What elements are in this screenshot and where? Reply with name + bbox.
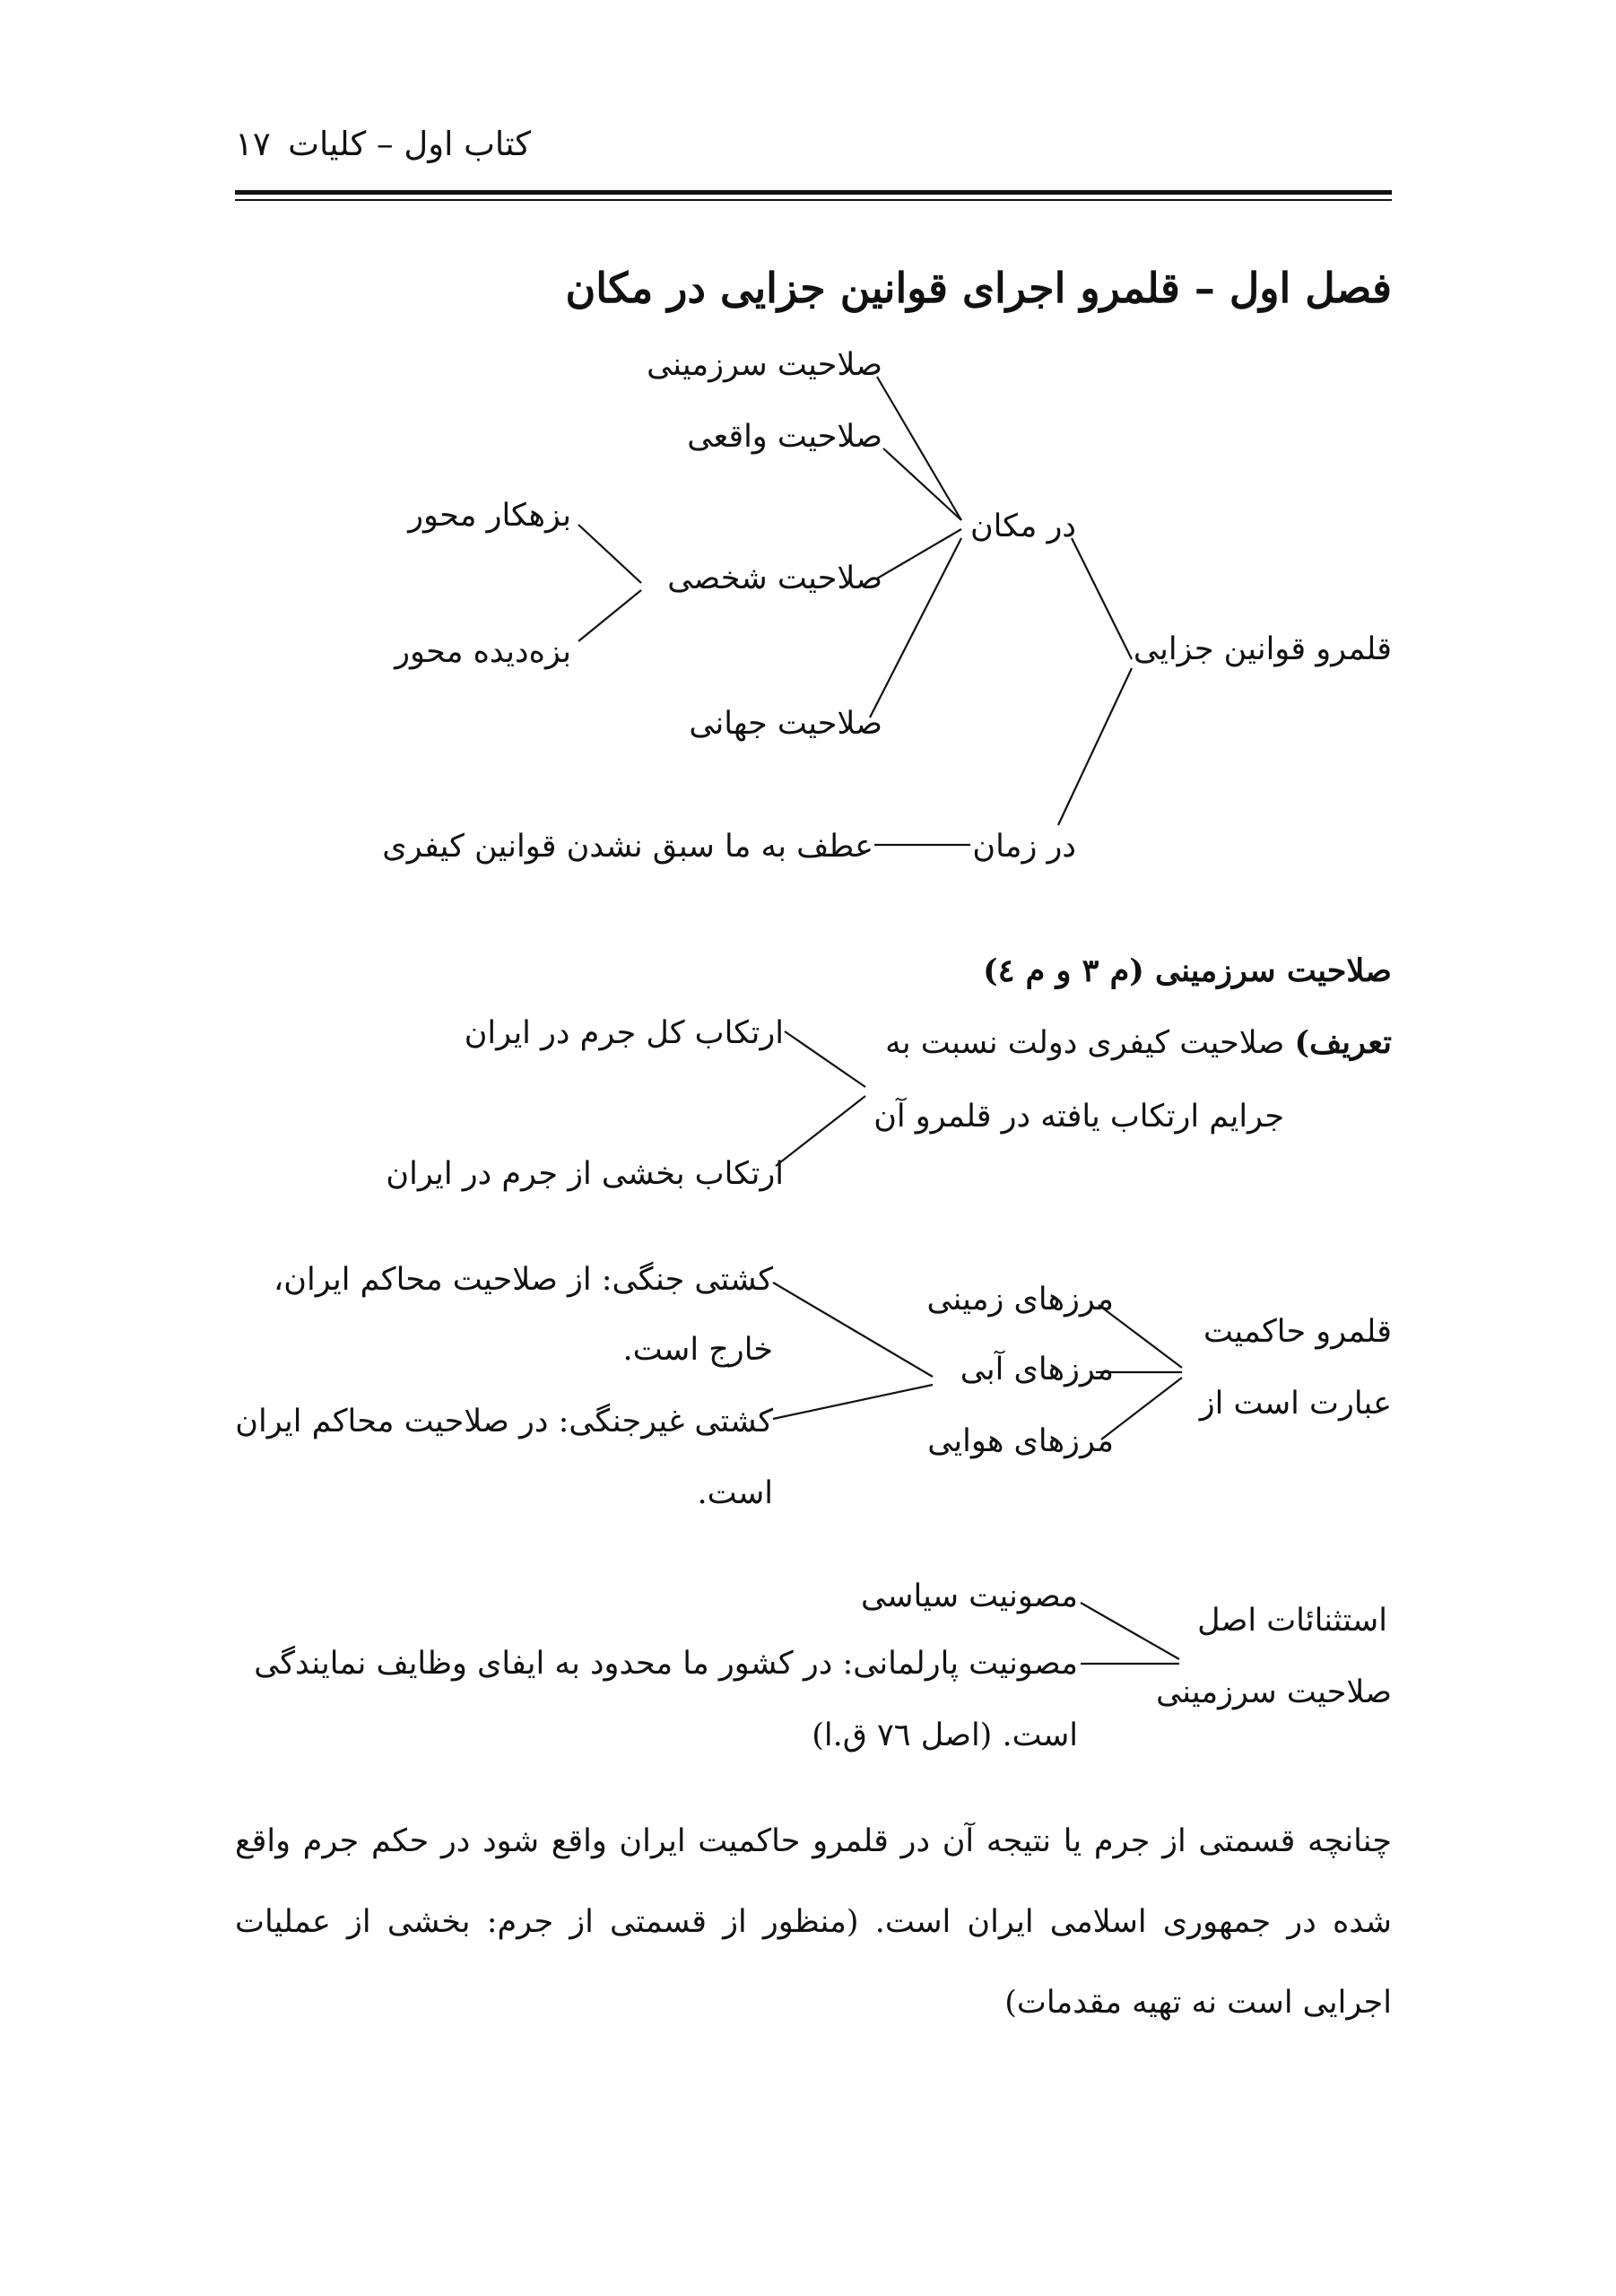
line-place-territorial: [877, 377, 961, 520]
node-real: صلاحیت واقعی: [687, 419, 882, 455]
line-def-whole: [785, 1031, 865, 1087]
line-personal-victim: [578, 590, 641, 641]
node-place: در مکان: [969, 509, 1076, 544]
definition-label: تعریف): [1294, 1024, 1392, 1061]
definition-line-1: تعریف) صلاحیت کیفری دولت نسبت به: [885, 1024, 1392, 1061]
node-land-borders: مرزهای زمینی: [926, 1282, 1114, 1318]
node-root: قلمرو قوانین جزایی: [1133, 631, 1392, 667]
warship-line-1: کشتی جنگی: از صلاحیت محاکم ایران،: [274, 1262, 773, 1298]
chapter-title: فصل اول – قلمرو اجرای قوانین جزایی در مکان: [565, 264, 1392, 312]
node-air-borders: مرزهای هوایی: [927, 1423, 1114, 1459]
node-victim: بزه‌دیده محور: [395, 634, 571, 670]
definition-line-2: جرایم ارتکاب یافته در قلمرو آن: [873, 1099, 1284, 1135]
line-personal-offender: [578, 525, 641, 583]
line-def-part: [776, 1096, 865, 1166]
sovereignty-label-1: قلمرو حاکمیت: [1203, 1314, 1392, 1350]
line-place-personal: [877, 529, 961, 578]
civil-ship-line-1: کشتی غیرجنگی: در صلاحیت محاکم ایران: [235, 1404, 773, 1439]
node-offender: بزهکار محور: [408, 498, 571, 534]
exceptions-label-1: استثنائات اصل: [1197, 1603, 1387, 1639]
parliamentary-immunity-line-1: مصونیت پارلمانی: در کشور ما محدود به ایفای وظایف نمایندگی: [254, 1646, 1078, 1682]
line-water-civil: [773, 1385, 933, 1419]
warship-line-2: خارج است.: [622, 1332, 773, 1368]
node-time: در زمان: [972, 829, 1076, 865]
node-part-crime: ارتکاب بخشی از جرم در ایران: [386, 1156, 784, 1192]
civil-ship-line-2: است.: [697, 1475, 773, 1511]
node-personal: صلاحیت شخصی: [667, 561, 882, 596]
line-water-warship: [773, 1283, 933, 1377]
line-place-universal: [870, 538, 961, 718]
line-exc-political: [1081, 1603, 1179, 1659]
line-root-place: [1072, 538, 1132, 659]
running-title: کتاب اول – کلیات: [288, 125, 531, 163]
node-political-immunity: مصونیت سیاسی: [860, 1578, 1078, 1614]
body-paragraph: چنانچه قسمتی از جرم یا نتیجه آن در قلمرو حاکمیت ایران واقع شود در حکم جرم واقع شده در جمهوری اسلامی ایران است. (منظور از قسمتی از جرم: بخشی از عملیات اجرایی است نه تهیه مقدمات): [235, 1823, 1392, 2021]
line-place-real: [883, 448, 961, 520]
exceptions-label-2: صلاحیت سرزمینی: [1156, 1674, 1392, 1710]
territorial-heading: صلاحیت سرزمینی (م ۳ و م ٤): [983, 952, 1392, 989]
line-root-time: [1058, 668, 1132, 825]
node-water-borders: مرزهای آبی: [960, 1352, 1114, 1387]
sovereignty-label-2: عبارت است از: [1199, 1386, 1392, 1422]
node-non-retroactivity: عطف به ما سبق نشدن قوانین کیفری: [382, 829, 873, 865]
page-number: ۱۷: [235, 125, 271, 163]
node-universal: صلاحیت جهانی: [689, 706, 882, 742]
parliamentary-immunity-line-2: است. (اصل ٧٦ ق.ا): [812, 1718, 1078, 1753]
node-territorial: صلاحیت سرزمینی: [647, 347, 882, 383]
node-whole-crime: ارتکاب کل جرم در ایران: [464, 1015, 784, 1051]
